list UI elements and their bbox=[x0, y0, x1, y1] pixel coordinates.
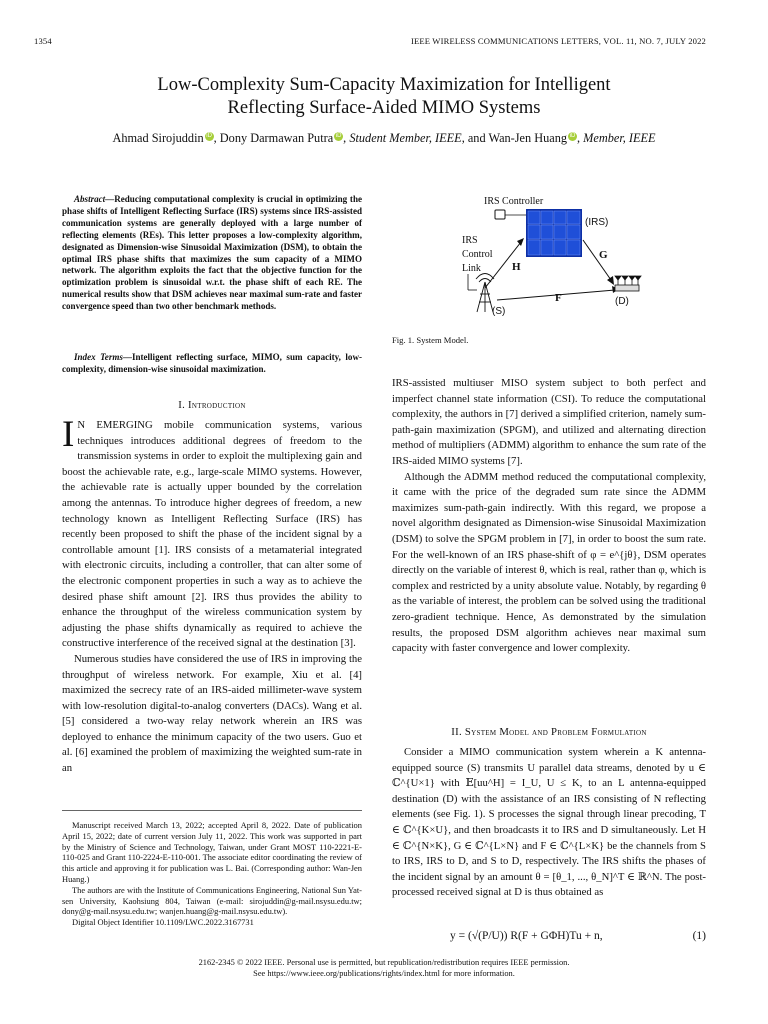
title-line-1: Low-Complexity Sum-Capacity Maximization for Intelligent bbox=[157, 75, 611, 95]
arrowhead-icon bbox=[517, 238, 524, 246]
index-terms-text: Intelligent reflecting surface, MIMO, sum capacity, low-complexity, dimension-wise sinusoidal maximization. bbox=[62, 352, 362, 374]
right-paragraph-1: IRS-assisted multiuser MISO system subject to both perfect and imperfect channel state information (CSI). To reduce the computational complexity, the authors in [7] derived a simplified criterion, namely sum-path-gain maximization (SPGM), and utilized and alternating direction method of multipliers (ADMM) algorithm to enhance the sum rate of the IRS-aided MIMO systems [7]. bbox=[392, 377, 706, 467]
author-1: Ahmad Sirojuddin bbox=[112, 131, 204, 145]
section-2-number: II. bbox=[451, 726, 465, 738]
footnote-doi: Digital Object Identifier 10.1109/LWC.2022.3167731 bbox=[72, 917, 254, 928]
section-1-title: Introduction bbox=[188, 399, 246, 411]
irs-controller-label: IRS Controller bbox=[484, 196, 544, 207]
orcid-icon[interactable]: iD bbox=[335, 133, 342, 139]
author-3-role: Member, IEEE bbox=[583, 131, 656, 145]
equation-number: (1) bbox=[692, 930, 706, 942]
author-3: , and Wan-Jen Huang bbox=[461, 131, 568, 145]
section-1-heading bbox=[62, 399, 362, 411]
irs-elements bbox=[528, 211, 580, 255]
irs-label: (IRS) bbox=[585, 217, 609, 228]
index-terms-label: Index Terms bbox=[74, 352, 123, 362]
section-2-paragraph-1: Consider a MIMO communication system wherein a K antenna-equipped source (S) transmits U parallel data streams, denoted by u ∈ ℂ^{U×1} with 𝔼[uu^H] = I_U, U ≤ K, to an L antenna-equipped destination (D) with the assistance of an IRS consisting of N reflecting elements (see Fig. 1). S processes the signal through linear precoding, T ∈ ℂ^{K×U}, and then broadcasts it to IRS and D simultaneously. Let H ∈ ℂ^{N×K}, G ∈ ℂ^{L×N} and F ∈ ℂ^{L×K} be the channels from S to IRS, IRS to D, and S to D, respectively. The IRS shifts the phases of the incident signal by an amount θ = [θ_1, ..., θ_N]^T ∈ ℝ^N. The post-processed received signal at D is thus obtained as bbox=[392, 746, 706, 899]
channel-h-label: H bbox=[512, 261, 521, 273]
section-1-body bbox=[62, 414, 362, 777]
section-2-heading bbox=[392, 726, 706, 738]
arrowhead-icon bbox=[607, 276, 614, 285]
abstract-label: Abstract bbox=[74, 194, 106, 204]
lead-words: N EMERGING bbox=[77, 419, 153, 431]
destination-antenna-icon bbox=[615, 276, 641, 291]
section-1-paragraph-2: Numerous studies have considered the use of IRS in improving the throughput of wireless network. For example, Xiu et al. [4] maximized the secrecy rate of an IRS-aided millimeter-wave system with low-resolution digital-to-analog converters (DACs). Wang et al. [5] considered a two-way relay network wherein an IRS was deployed to enhance the minimum capacity of the two users. Guo et al. [6] examined the problem of maximizing the weighted sum-rate in an bbox=[62, 652, 362, 775]
copyright-line-2: See https://www.ieee.org/publications/rights/index.html for more information. bbox=[253, 969, 515, 979]
author-2: Dony Darmawan Putra bbox=[219, 131, 334, 145]
orcid-icon[interactable]: iD bbox=[569, 133, 576, 139]
footnote-affiliation: The authors are with the Institute of Communications Engineering, National Sun Yat-sen University, Kaohsiung 804, Taiwan (e-mail: sirojuddin@g-mail.nsysu.edu.tw; dony@g-mail.nsysu.edu.tw; wanjen.huang@g-mail.nsysu.edu.tw). bbox=[62, 884, 362, 917]
source-label: (S) bbox=[492, 306, 506, 317]
copyright-line-1: 2162-2345 © 2022 IEEE. Personal use is permitted, but republication/redistribution requires IEEE permission. bbox=[198, 958, 570, 967]
copyright-notice bbox=[0, 957, 768, 980]
footnote bbox=[62, 820, 362, 928]
author-list: Ahmad Sirojuddin iD , Dony Darmawan Putra iD , Student Member, IEEE, and Wan-Jen Huang iD , Member, IEEE bbox=[112, 131, 656, 145]
equation-1 bbox=[392, 930, 706, 948]
controller-chip-icon bbox=[495, 210, 505, 219]
channel-g-label: G bbox=[599, 249, 608, 261]
section-2-body bbox=[392, 745, 706, 901]
page-number: 1354 bbox=[34, 36, 52, 46]
section-1-number: I. bbox=[178, 399, 189, 411]
destination-label: (D) bbox=[615, 296, 629, 307]
right-column-body bbox=[392, 376, 706, 657]
footnote-rule bbox=[62, 810, 362, 811]
drop-cap: I bbox=[62, 414, 75, 455]
author-2-role: Student Member, IEEE bbox=[349, 131, 462, 145]
title-line-2: Reflecting Surface-Aided MIMO Systems bbox=[227, 98, 541, 118]
control-link-label-1: IRS bbox=[462, 235, 478, 246]
journal-header: IEEE WIRELESS COMMUNICATIONS LETTERS, VOL. 11, NO. 7, JULY 2022 bbox=[410, 36, 706, 46]
channel-f-label: F bbox=[555, 292, 562, 304]
equation-body: y = (√(P/U)) R(F + GΦH)Tu + n, bbox=[450, 930, 603, 942]
figure-caption: Fig. 1. System Model. bbox=[392, 335, 469, 345]
abstract: Abstract—Reducing computational complexity is crucial in optimizing the phase shifts of Intelligent Reflecting Surface (IRS) systems since IRS-assisted communication systems are generally deployed with a large number of reflecting elements (REs). This letter proposes a low-complexity algorithm, designated as Dimension-wise Sinusoidal Maximization (DSM), to obtain the optimal IRS phase shifts that maximizes the sum capacity of a MIMO network. The algorithm exploits the fact that the objective function for the optimization problem is sinusoidal w.r.t. the phase shift of each RE. The numerical results show that DSM achieves near maximal sum-rate and faster convergence speed than two other benchmark methods. bbox=[62, 194, 362, 312]
system-model-figure bbox=[455, 190, 665, 322]
paragraph-text: mobile communication systems, various techniques introduces additional degrees of freedom to the transmission systems in order to exploit the multiplexing gain and boost the achievable rate, e.g., large-scale MIMO systems. However, the achievable rate is actually upper bounded by the correlation among the antennas. To introduce higher degrees of freedom, a new technology known as Intelligent Reflecting Surface (IRS) has recently been proposed to shift the phase of the incident signal by a controllable amount [1]. IRS consists of a metamaterial integrated with electronic circuits, including a controller, that can alter some of the electronic component properties in such a way as to achieve the desired phase shift amount [2]. IRS thus provides the ability to enhance the throughput of the wireless communication system by adjusting the phase shifts dynamically as required to achieve the constructive interference of the received signal at the destination [3]. bbox=[62, 419, 362, 650]
control-link-label-3: Link bbox=[462, 263, 481, 274]
section-2-title: System Model and Problem Formulation bbox=[464, 726, 647, 738]
orcid-icon[interactable]: iD bbox=[206, 133, 212, 139]
section-1-paragraph-1 bbox=[62, 414, 362, 652]
abstract-text: Reducing computational complexity is crucial in optimizing the phase shifts of Intelligent Reflecting Surface (IRS) systems since IRS-assisted communication systems are generally deployed with a large number of reflecting elements (REs). This letter proposes a low-complexity algorithm, designated as Dimension-wise Sinusoidal Maximization (DSM), to obtain the optimal IRS phase shifts that maximizes the sum capacity of a MIMO network. The algorithm exploits the fact that the objective function for the optimization problem is sinusoidal w.r.t. the phase shift of each RE. The numerical results show that DSM achieves near maximal sum-rate and faster convergence speed than two other benchmark methods. bbox=[62, 194, 362, 312]
footnote-manuscript: Manuscript received March 13, 2022; accepted April 8, 2022. Date of publication April 15, 2022; date of current version July 11, 2022. This work was supported in part by the Ministry of Science and Technology, Taiwan, under Grant MOST 110-2221-E-110-025 and Grant 110-2224-E-110-001. The associate editor coordinating the review of this article and approving it for publication was L. Bai. (Corresponding author: Wan-Jen Huang.) bbox=[62, 820, 362, 884]
control-link-label-2: Control bbox=[462, 249, 493, 260]
paper-title bbox=[0, 74, 768, 120]
index-terms: Index Terms—Intelligent reflecting surface, MIMO, sum capacity, low-complexity, dimension-wise sinusoidal maximization. bbox=[62, 352, 362, 374]
right-paragraph-2: Although the ADMM method reduced the computational complexity, it came with the price of the degraded sum rate since the ADMM maximizes sum-path-gain indirectly. With this regard, we propose a novel algorithm designated as Dimension-wise Sinusoidal Maximization (DSM) to solve the SPGM problem in [7], in order to boost the sum rate. For the well-known of an IRS phase-shift of φ = e^{jθ}, DSM operates directly on the variable of interest θ, which is real, rather than φ, which is complex and restricted by a unity absolute value. Notably, by regarding θ as the variable of interest, the problem can be solved using the traditional zero-gradient technique. Hence, As demonstrated by the simulation results, the proposed DSM algorithm achieves near maximal sum capacity with faster convergence and lower complexity. bbox=[392, 470, 706, 655]
